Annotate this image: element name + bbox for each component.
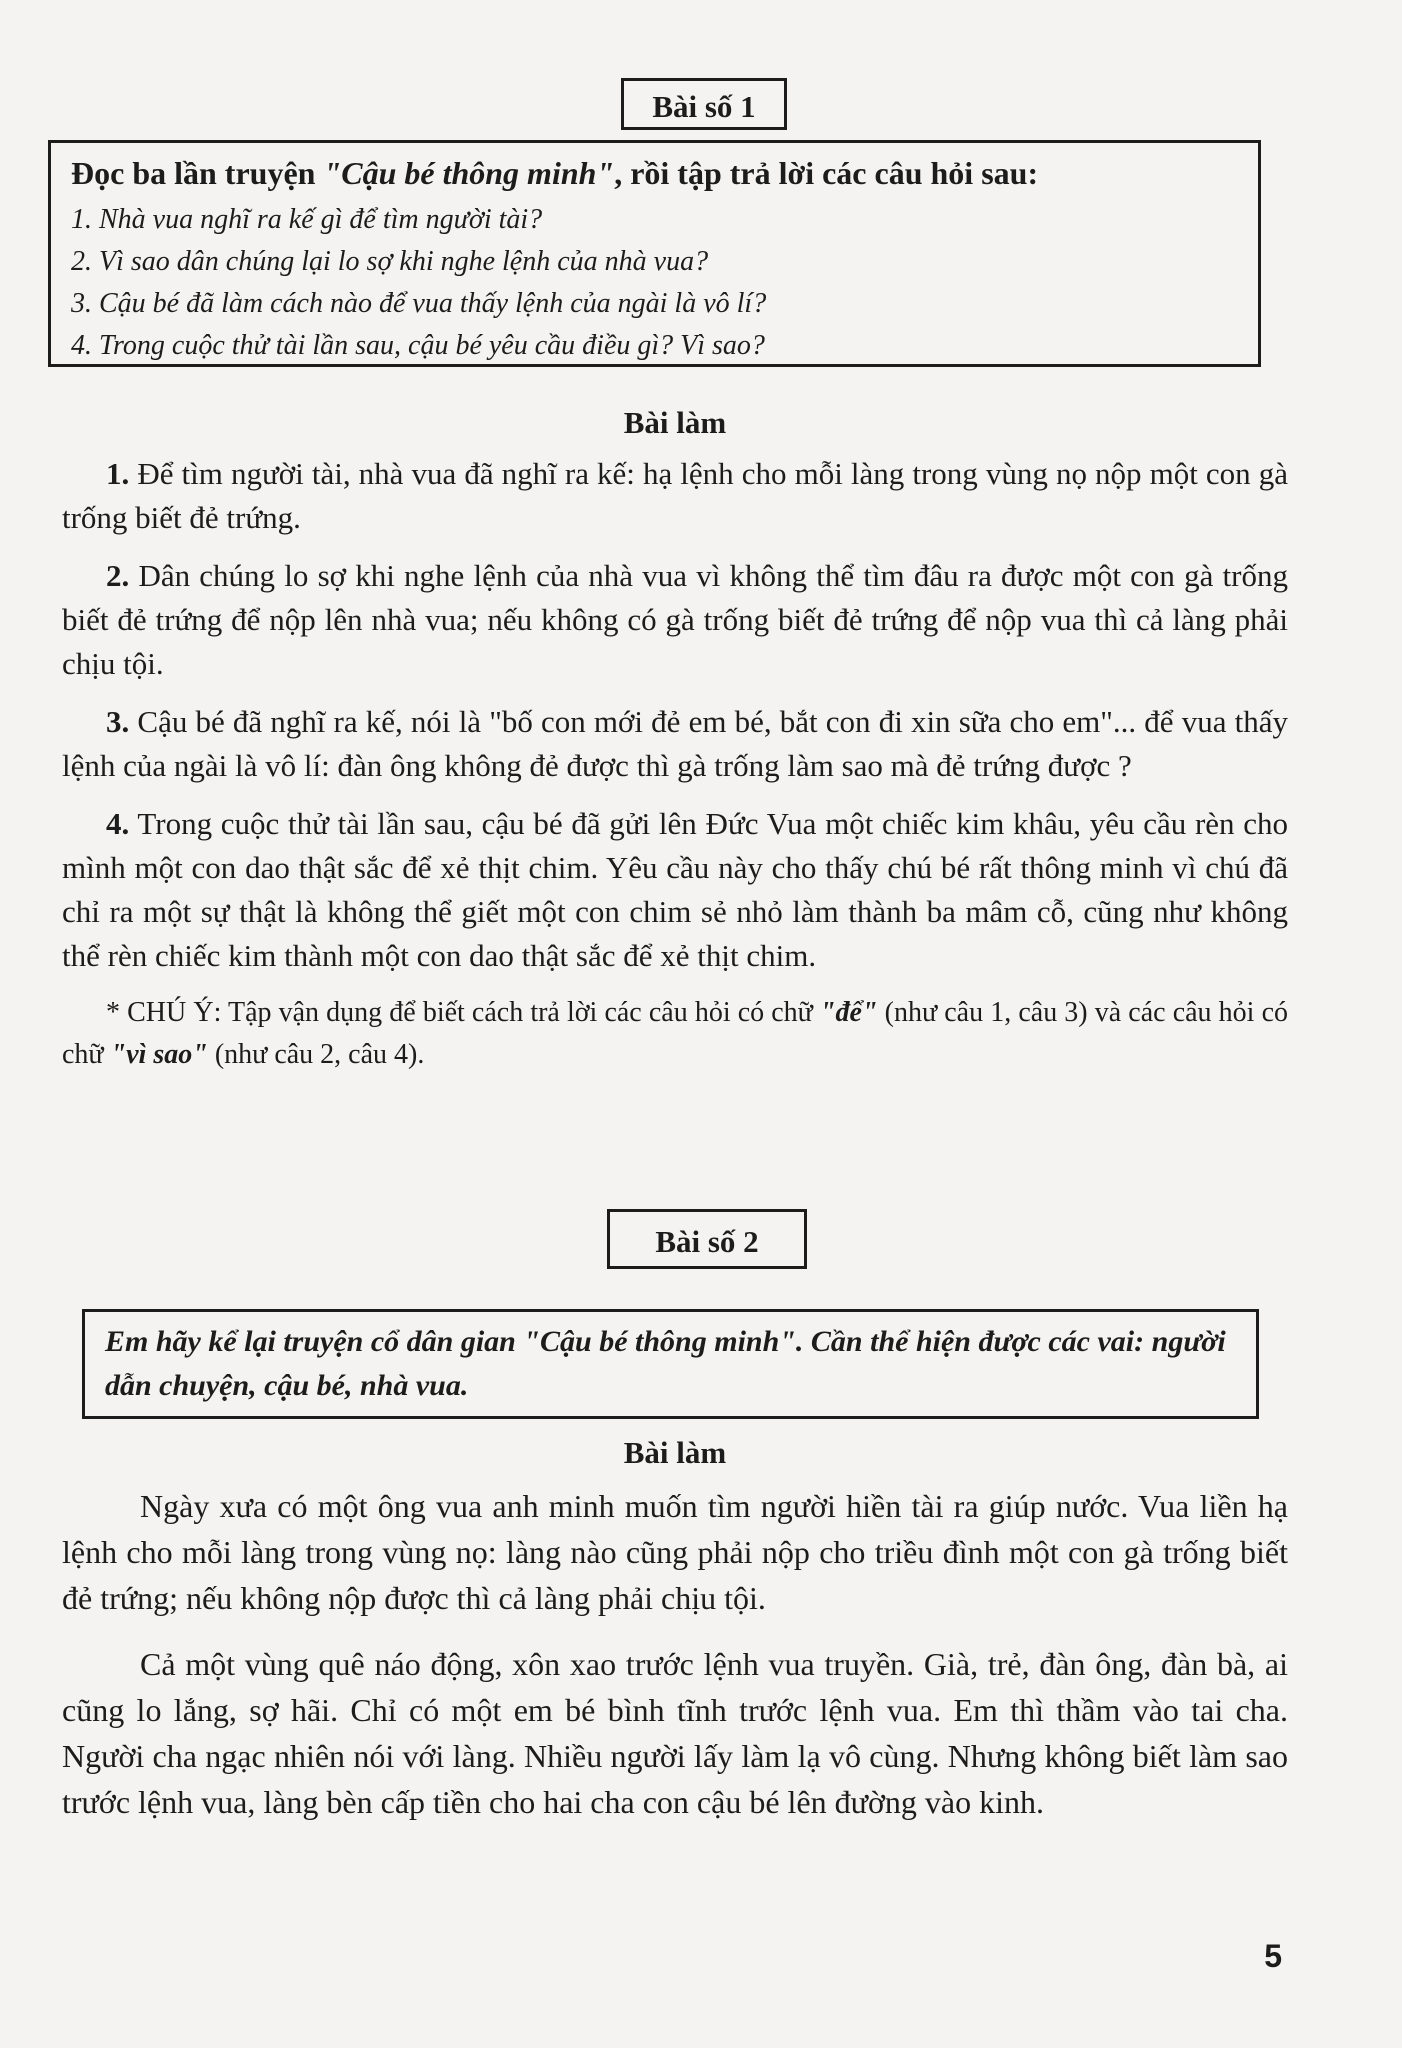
answer-text: Cậu bé đã nghĩ ra kế, nói là "bố con mới đẻ em bé, bắt con đi xin sữa cho em"... để vua thấy lệnh của ngài là vô lí: đàn ông không đẻ được thì gà trống làm sao mà đẻ trứng được ?	[62, 704, 1288, 783]
note-keyword-vi-sao: "vì sao"	[110, 1039, 208, 1070]
answer-heading-1: Bài làm	[623, 405, 727, 440]
answer-number: 1.	[106, 456, 130, 491]
note-paragraph	[62, 992, 1288, 1076]
section-2-story	[62, 1483, 1288, 1845]
section-1-answers	[62, 452, 1288, 1090]
note-keyword-de: "để"	[819, 997, 878, 1028]
answer-number: 3.	[106, 704, 130, 739]
section-2-title: Bài số 2	[607, 1209, 807, 1269]
page-number: 5	[1264, 1938, 1282, 1974]
answer-paragraph	[62, 700, 1288, 788]
story-name: "Cậu bé thông minh"	[323, 155, 615, 191]
question-intro: Đọc ba lần truyện	[71, 155, 324, 191]
note-part-3: (như câu 2, câu 4).	[207, 1039, 425, 1070]
story-paragraph: Ngày xưa có một ông vua anh minh muốn tìm người hiền tài ra giúp nước. Vua liền hạ lệnh cho mỗi làng trong vùng nọ: làng nào cũng phải nộp cho triều đình một con gà trống biết đẻ trứng; nếu không nộp được thì cả làng phải chịu tội.	[62, 1488, 1288, 1616]
story-paragraph: Cả một vùng quê náo động, xôn xao trước lệnh vua truyền. Già, trẻ, đàn ông, đàn bà, ai cũng lo lắng, sợ hãi. Chỉ có một em bé bình tĩnh trước lệnh vua. Em thì thầm vào tai cha. Người cha ngạc nhiên nói với làng. Nhiều người lấy làm lạ vô cùng. Nhưng không biết làm sao trước lệnh vua, làng bèn cấp tiền cho hai cha con cậu bé lên đường vào kinh.	[62, 1646, 1288, 1820]
answer-paragraph	[62, 452, 1288, 540]
question-item: 3. Cậu bé đã làm cách nào để vua thấy lệnh của ngài là vô lí?	[71, 288, 767, 319]
answer-paragraph	[62, 802, 1288, 978]
note-part-2: (như câu 1, câu 3) và các câu hỏi có chữ	[62, 997, 1288, 1070]
answer-number: 4.	[106, 806, 130, 841]
question-item: 4. Trong cuộc thử tài lần sau, cậu bé yêu cầu điều gì? Vì sao?	[71, 330, 765, 361]
answer-text: Để tìm người tài, nhà vua đã nghĩ ra kế: hạ lệnh cho mỗi làng trong vùng nọ nộp một con gà trống biết đẻ trứng.	[62, 456, 1288, 535]
answer-number: 2.	[106, 558, 130, 593]
note-part-1: * CHÚ Ý: Tập vận dụng để biết cách trả lời các câu hỏi có chữ	[106, 997, 820, 1028]
section-1-question-box	[48, 140, 1261, 367]
question-item: 2. Vì sao dân chúng lại lo sợ khi nghe lệnh của nhà vua?	[71, 246, 709, 277]
question-rest: , rồi tập trả lời các câu hỏi sau:	[614, 155, 1039, 191]
question-heading	[71, 153, 1238, 193]
section-2-question: Em hãy kể lại truyện cổ dân gian "Cậu bé thông minh". Cần thể hiện được các vai: người dẫn chuyện, cậu bé, nhà vua.	[105, 1325, 1226, 1402]
section-1-title: Bài số 1	[621, 78, 787, 130]
answer-text: Trong cuộc thử tài lần sau, cậu bé đã gửi lên Đức Vua một chiếc kim khâu, yêu cầu rèn cho mình một con dao thật sắc để xẻ thịt chim. Yêu cầu này cho thấy chú bé rất thông minh vì chú đã chỉ ra một sự thật là không thể giết một con chim sẻ nhỏ làm thành ba mâm cỗ, cũng như không thể rèn chiếc kim thành một con dao thật sắc để xẻ thịt chim.	[62, 806, 1288, 973]
section-2-question-box	[82, 1309, 1259, 1419]
answer-text: Dân chúng lo sợ khi nghe lệnh của nhà vua vì không thể tìm đâu ra được một con gà trống biết đẻ trứng để nộp lên nhà vua; nếu không có gà trống biết đẻ trứng để nộp vua thì cả làng phải chịu tội.	[62, 558, 1288, 681]
answer-heading-2: Bài làm	[623, 1435, 727, 1470]
question-item: 1. Nhà vua nghĩ ra kế gì để tìm người tài?	[71, 204, 543, 235]
answer-paragraph	[62, 554, 1288, 686]
